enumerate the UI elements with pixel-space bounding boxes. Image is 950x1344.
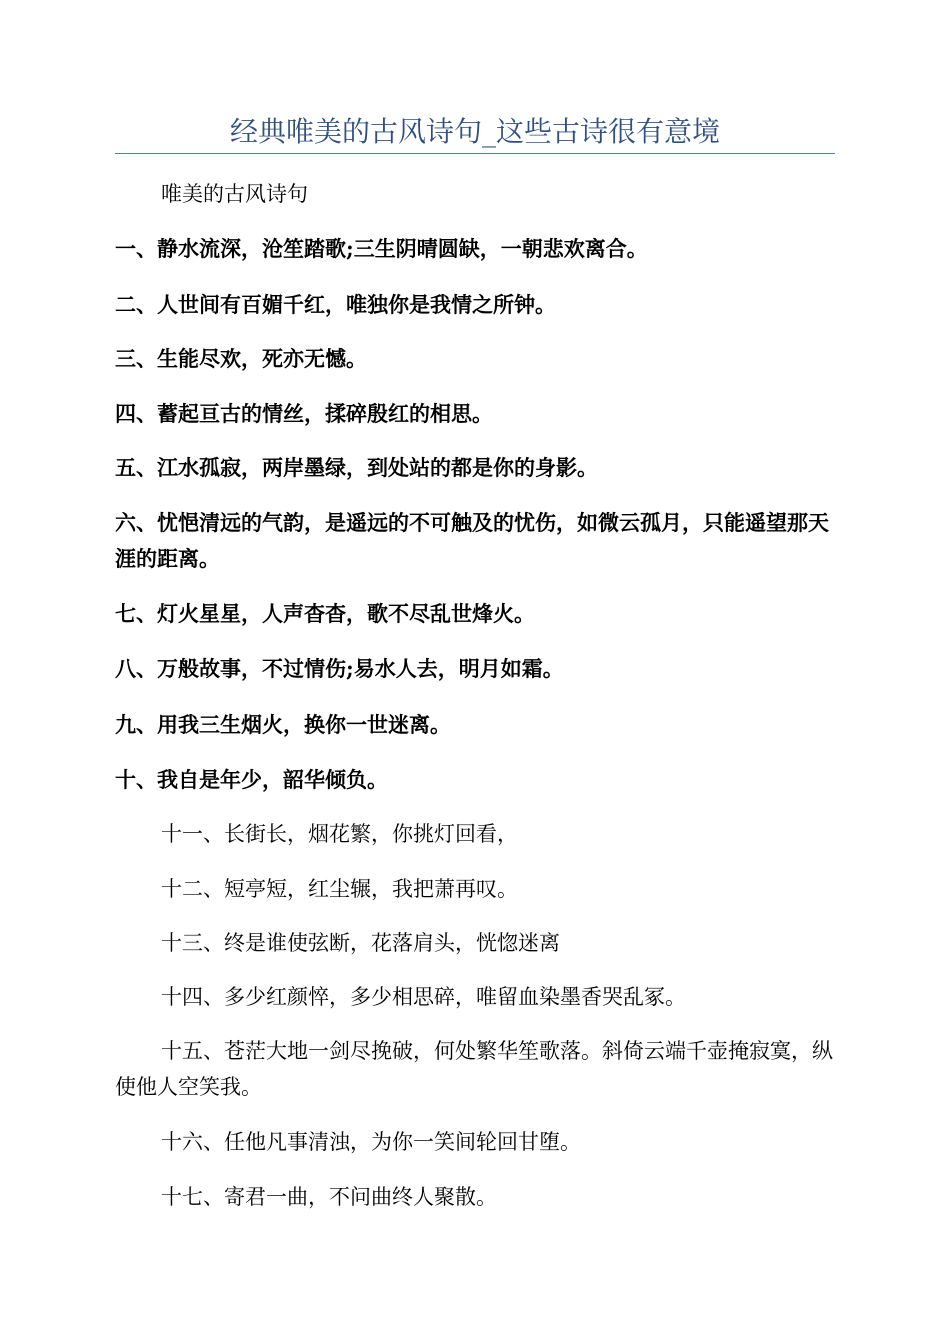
- poem-line-17: 十七、寄君一曲，不问曲终人聚散。: [161, 1185, 497, 1209]
- poem-line-3: 三、生能尽欢，死亦无憾。: [115, 346, 367, 371]
- poem-line-1: 一、静水流深，沧笙踏歌;三生阴晴圆缺，一朝悲欢离合。: [115, 236, 648, 261]
- poem-line-12: 十二、短亭短，红尘辗，我把萧再叹。: [161, 877, 518, 901]
- poem-line-15: 十五、苍茫大地一剑尽挽破，何处繁华笙歌落。斜倚云端千壶掩寂寞，纵使他人空笑我。: [115, 1039, 833, 1099]
- poem-line-16: 十六、任他凡事清浊，为你一笑间轮回甘堕。: [161, 1130, 581, 1154]
- poem-line-14: 十四、多少红颜悴，多少相思碎，唯留血染墨香哭乱冢。: [161, 985, 686, 1009]
- poem-line-11: 十一、长街长，烟花繁，你挑灯回看，: [161, 822, 518, 846]
- title-underline: [115, 153, 835, 154]
- poem-line-5: 五、江水孤寂，两岸墨绿，到处站的都是你的身影。: [115, 455, 598, 480]
- poem-line-10: 十、我自是年少，韶华倾负。: [115, 767, 388, 792]
- poem-line-7: 七、灯火星星，人声杳杳，歌不尽乱世烽火。: [115, 601, 535, 626]
- document-title: 经典唯美的古风诗句_这些古诗很有意境: [229, 115, 720, 148]
- poem-line-6: 六、忧悒清远的气韵，是遥远的不可触及的忧伤，如微云孤月，只能遥望那天涯的距离。: [115, 510, 829, 571]
- poem-line-9: 九、用我三生烟火，换你一世迷离。: [115, 712, 451, 737]
- poem-line-4: 四、蓄起亘古的情丝，揉碎殷红的相思。: [115, 401, 493, 426]
- poem-line-2: 二、人世间有百媚千红，唯独你是我情之所钟。: [115, 292, 556, 317]
- poem-line-13: 十三、终是谁使弦断，花落肩头，恍惚迷离: [161, 931, 560, 955]
- subheading: 唯美的古风诗句: [161, 182, 308, 206]
- poem-line-8: 八、万般故事，不过情伤;易水人去，明月如霜。: [115, 656, 564, 681]
